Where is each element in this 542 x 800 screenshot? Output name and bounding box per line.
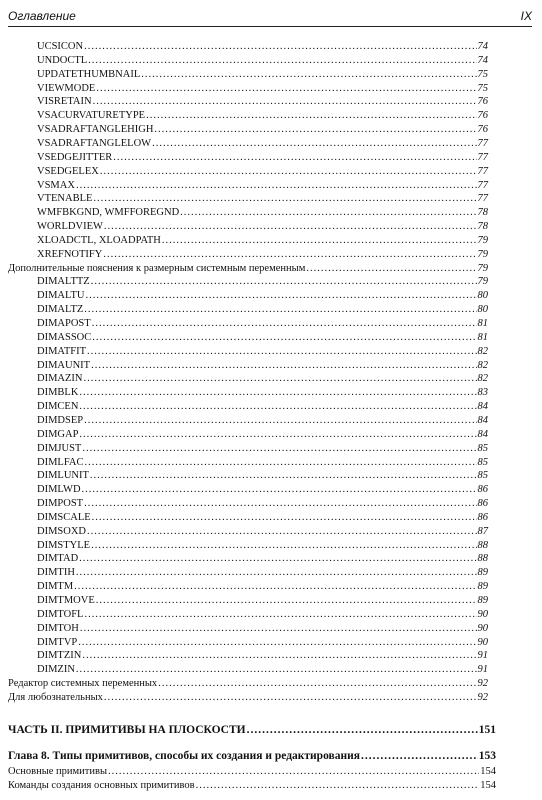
toc-entry-page: 77 [477, 137, 488, 149]
toc-entry-page: 84 [477, 428, 488, 440]
toc-entry-label: DIMTM [37, 581, 74, 593]
toc-entry-page: 80 [477, 304, 488, 316]
dot-leader [79, 552, 476, 566]
dot-leader [78, 636, 476, 650]
toc-entry-page: 79 [477, 248, 488, 260]
toc-entry-page: 77 [477, 165, 488, 177]
toc-entry [37, 400, 488, 414]
toc-entry-label: DIMALTZ [37, 304, 84, 316]
dot-leader [91, 359, 476, 373]
toc-entry-label: UCSICON [37, 41, 84, 52]
toc-entry-label: XLOADCTL, XLOADPATH [37, 234, 161, 246]
dot-leader [85, 289, 476, 303]
dot-leader [91, 539, 476, 553]
toc-entry-page: 91 [477, 664, 488, 676]
dot-leader [88, 54, 476, 68]
toc-entry [37, 539, 488, 553]
toc-entry [37, 552, 488, 566]
toc-entry-label: VSMAX [37, 179, 75, 191]
toc-entry-page: 85 [477, 470, 488, 482]
toc-entry [37, 414, 488, 428]
toc-entry [37, 40, 488, 54]
toc-entry-label: DIMSTYLE [37, 539, 91, 551]
toc-entry [37, 82, 488, 96]
toc-entry [37, 206, 488, 220]
toc-entry-label: UPDATETHUMBNAIL [37, 68, 141, 80]
toc-entry-label: Глава 8. Типы примитивов, способы их создания и редактирования [8, 749, 360, 762]
toc-entry-label: DIMLFAC [37, 456, 84, 468]
toc-entry-label: DIMTOFL [37, 608, 84, 620]
toc-entry-label: VSACURVATURETYPE [37, 110, 146, 122]
toc-entry-page: 79 [477, 234, 488, 246]
toc-entry [37, 372, 488, 386]
toc-entry [37, 386, 488, 400]
toc-entry-label: VSEDGEJITTER [37, 151, 113, 163]
dot-leader [108, 765, 479, 779]
toc-entry [37, 165, 488, 179]
dot-leader [84, 414, 476, 428]
toc-entry-page: 82 [477, 345, 488, 357]
toc-entry [37, 331, 488, 345]
dot-leader [84, 497, 476, 511]
toc-entry [37, 566, 488, 580]
toc-entry-page: 81 [477, 331, 488, 343]
toc-entry [37, 289, 488, 303]
dot-leader [82, 649, 476, 663]
toc-entry-label: DIMTOH [37, 622, 79, 634]
dot-leader [92, 317, 477, 331]
header-page-number: IX [520, 9, 532, 23]
toc-entry-page: 92 [477, 691, 488, 703]
dot-leader [84, 608, 476, 622]
toc-entry [37, 359, 488, 373]
dot-leader [104, 691, 477, 705]
toc-entry-label: Редактор системных переменных [8, 678, 158, 690]
toc-entry-label: VTENABLE [37, 193, 93, 205]
toc-entry [37, 608, 488, 622]
toc-entry-page: 76 [477, 110, 488, 122]
toc-entry [37, 220, 488, 234]
toc-entry-page: 90 [477, 622, 488, 634]
toc-entry [37, 580, 488, 594]
toc-entry-label: Основные примитивы [8, 765, 108, 777]
toc-entry [37, 109, 488, 123]
toc-entry [37, 192, 488, 206]
toc-entry-page: 75 [477, 68, 488, 80]
toc-entry-label: Команды создания основных примитивов [8, 779, 195, 791]
dot-leader [82, 483, 477, 497]
toc-entry [37, 636, 488, 650]
dot-leader [93, 95, 477, 109]
dot-leader [76, 179, 477, 193]
dot-leader [306, 262, 476, 276]
toc-entry-label: DIMAZIN [37, 373, 83, 385]
toc-entry [37, 456, 488, 470]
toc-entry [37, 234, 488, 248]
dot-leader [361, 749, 478, 763]
header-title: Оглавление [8, 9, 76, 23]
running-header [8, 8, 532, 27]
toc-entry-page: 81 [477, 318, 488, 329]
dot-leader [92, 331, 476, 345]
dot-leader [152, 137, 476, 151]
toc-entry-page: 78 [477, 207, 488, 219]
toc-entry-label: DIMCEN [37, 401, 79, 413]
toc-entry-label: DIMDSEP [37, 414, 84, 426]
toc-entry-page: 86 [477, 498, 488, 510]
dot-leader [154, 123, 476, 137]
toc-entry [8, 779, 496, 793]
toc-entry-page: 83 [477, 387, 488, 399]
dot-leader [76, 663, 477, 677]
toc-entry-label: VSEDGELEX [37, 165, 99, 177]
toc-entry [37, 275, 488, 289]
dot-leader [87, 345, 477, 359]
dot-leader [93, 192, 476, 206]
toc-entry [37, 511, 488, 525]
toc-entry-label: DIMAUNIT [37, 359, 91, 371]
dot-leader [103, 248, 476, 262]
toc-entry-page: 79 [477, 276, 488, 288]
toc-entry-page: 88 [477, 539, 488, 551]
toc-entry-label: DIMLWD [37, 484, 81, 496]
dot-leader [91, 275, 477, 289]
toc-entry-page: 89 [477, 567, 488, 579]
toc-entry [37, 594, 488, 608]
dot-leader [80, 622, 477, 636]
toc-entry [37, 151, 488, 165]
toc-entry-page: 151 [478, 723, 496, 736]
toc-entry-label: DIMTMOVE [37, 595, 95, 606]
toc-entry [37, 303, 488, 317]
toc-entry [37, 469, 488, 483]
toc-entry-page: 77 [477, 179, 488, 191]
toc-entry-page: 77 [477, 193, 488, 205]
dot-leader [79, 386, 476, 400]
toc-entry-page: 154 [480, 779, 496, 791]
dot-leader [92, 511, 477, 525]
toc-entry-page: 82 [477, 359, 488, 371]
toc-entry-page: 86 [477, 511, 488, 523]
toc-entry [37, 497, 488, 511]
toc-entry-label: VIEWMODE [37, 82, 96, 94]
toc-entry-label: UNDOCTL [37, 54, 88, 66]
toc-entry [37, 442, 488, 456]
toc-entry-label: VSADRAFTANGLELOW [37, 137, 152, 149]
toc-entry [8, 262, 488, 276]
toc-entry-page: 82 [477, 373, 488, 385]
dot-leader [96, 82, 476, 96]
toc-entry-label: DIMALTU [37, 290, 85, 302]
toc-entry-page: 90 [477, 636, 488, 648]
toc-entry-label: DIMASSOC [37, 331, 92, 343]
toc-entry-page: 86 [477, 484, 488, 496]
toc-entry-label: XREFNOTIFY [37, 248, 103, 260]
dot-leader [146, 109, 476, 123]
toc-entry [8, 677, 488, 691]
toc-entry-label: DIMTIH [37, 567, 75, 579]
toc-entry-label: DIMBLK [37, 387, 79, 399]
toc-entry-page: 84 [477, 401, 488, 413]
toc-entry-page: 80 [477, 290, 488, 302]
toc-entry-page: 89 [477, 581, 488, 593]
toc-entry [37, 137, 488, 151]
toc-entry [37, 248, 488, 262]
dot-leader [84, 372, 477, 386]
toc-entry-page: 88 [477, 553, 488, 565]
toc-entry-page: 76 [477, 96, 488, 108]
toc-entry-label: DIMAPOST [37, 318, 91, 329]
toc-entry-page: 75 [477, 82, 488, 94]
toc-entry-label: ЧАСТЬ II. ПРИМИТИВЫ НА ПЛОСКОСТИ [8, 723, 246, 736]
dot-leader [196, 779, 480, 793]
toc-entry [37, 428, 488, 442]
toc-entry-label: DIMTZIN [37, 650, 82, 662]
toc-entry-label: DIMTVP [37, 636, 78, 648]
toc-entry [8, 749, 496, 763]
toc-entry-page: 87 [477, 525, 488, 537]
toc-entry-label: DIMTAD [37, 553, 79, 565]
toc-entry-page: 154 [480, 765, 496, 777]
dot-leader [180, 206, 476, 220]
toc-entry-label: WMFBKGND, WMFFOREGND [37, 207, 180, 219]
toc-entry [8, 723, 496, 737]
toc-entry [37, 663, 488, 677]
toc-entry-label: DIMSOXD [37, 525, 87, 537]
toc-entry [37, 123, 488, 137]
toc-entry [37, 54, 488, 68]
dot-leader [76, 566, 477, 580]
toc-entry-page: 84 [477, 414, 488, 426]
toc-entry-page: 85 [477, 442, 488, 454]
toc-entry-label: DIMZIN [37, 664, 75, 676]
toc-entry-page: 89 [477, 595, 488, 606]
toc-entry-label: VSADRAFTANGLEHIGH [37, 124, 154, 136]
toc-entry-page: 153 [478, 749, 496, 762]
toc-entry-page: 85 [477, 456, 488, 468]
dot-leader [90, 469, 477, 483]
toc-entry-label: DIMJUST [37, 442, 82, 454]
toc-entry-page: 77 [477, 151, 488, 163]
dot-leader [79, 400, 476, 414]
dot-leader [141, 68, 476, 82]
dot-leader [158, 677, 476, 691]
toc-entry [37, 68, 488, 82]
dot-leader [87, 525, 476, 539]
toc-entry-label: DIMATFIT [37, 345, 86, 357]
toc-entry-label: Дополнительные пояснения к размерным системным переменным [8, 262, 306, 274]
dot-leader [82, 442, 476, 456]
dot-leader [100, 165, 477, 179]
toc-entry [37, 525, 488, 539]
toc-entry-label: DIMGAP [37, 428, 79, 440]
dot-leader [104, 220, 477, 234]
toc-entry [37, 345, 488, 359]
dot-leader [84, 303, 476, 317]
toc-entry [37, 649, 488, 663]
toc-entry-label: DIMLUNIT [37, 470, 89, 482]
toc-entry [37, 179, 488, 193]
toc-entry-page: 90 [477, 608, 488, 620]
dot-leader [96, 594, 477, 608]
toc-entry-page: 76 [477, 124, 488, 136]
toc-entry-label: DIMPOST [37, 498, 84, 510]
toc-entry-label: DIMSCALE [37, 511, 91, 523]
dot-leader [74, 580, 476, 594]
toc-entry-page: 92 [477, 678, 488, 690]
toc-entry [37, 317, 488, 331]
dot-leader [113, 151, 476, 165]
toc-entry [37, 95, 488, 109]
toc-entry-page: 74 [477, 41, 488, 52]
toc-entry-label: DIMALTTZ [37, 276, 90, 288]
dot-leader [84, 40, 476, 54]
toc-entry-label: VISRETAIN [37, 96, 92, 108]
toc-entry [37, 483, 488, 497]
dot-leader [84, 456, 476, 470]
dot-leader [247, 723, 478, 737]
toc-entry-page: 79 [477, 262, 488, 274]
dot-leader [162, 234, 477, 248]
toc-entry-label: Для любознательных [8, 691, 103, 703]
toc-entry-page: 74 [477, 54, 488, 66]
toc-entry [8, 691, 488, 705]
toc-entry [8, 765, 496, 779]
toc-entry-label: WORLDVIEW [37, 221, 103, 233]
toc-entry-page: 91 [477, 650, 488, 662]
toc-entry-page: 78 [477, 221, 488, 233]
toc-entry [37, 622, 488, 636]
dot-leader [79, 428, 476, 442]
